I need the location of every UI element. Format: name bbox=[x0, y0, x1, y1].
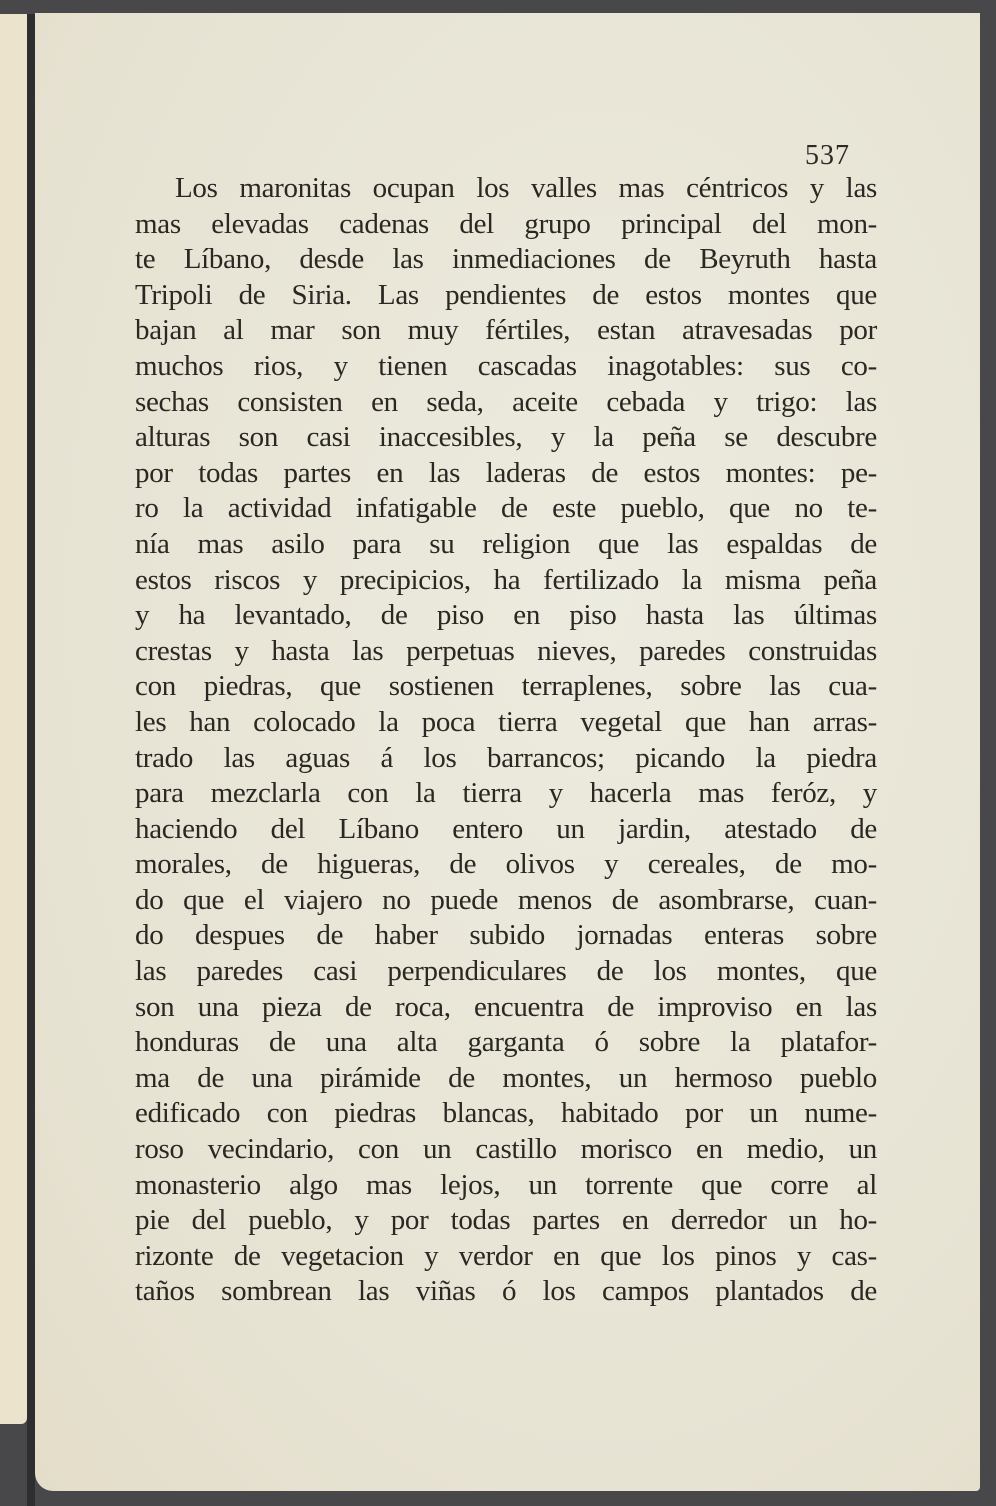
text-line: rizonte de vegetacion y verdor en que los pinos y cas- bbox=[135, 1239, 877, 1272]
text-line: trado las aguas á los barrancos; picando la piedra bbox=[135, 741, 877, 774]
text-line: mas elevadas cadenas del grupo principal del mon- bbox=[135, 207, 877, 240]
book-binding bbox=[27, 14, 35, 1506]
text-line: sechas consisten en seda, aceite cebada y trigo: las bbox=[135, 385, 877, 418]
text-line: con piedras, que sostienen terraplenes, sobre las cua- bbox=[135, 670, 877, 703]
text-line: do despues de haber subido jornadas enteras sobre bbox=[135, 919, 877, 952]
text-line: estos riscos y precipicios, ha fertilizado la misma peña bbox=[135, 563, 877, 596]
text-line: honduras de una alta garganta ó sobre la platafor- bbox=[135, 1026, 877, 1059]
text-line: monasterio algo mas lejos, un torrente que corre al bbox=[135, 1168, 877, 1201]
text-line: las paredes casi perpendiculares de los montes, que bbox=[135, 955, 877, 988]
text-line: nía mas asilo para su religion que las espaldas de bbox=[135, 527, 877, 560]
text-line: y ha levantado, de piso en piso hasta las últimas bbox=[135, 599, 877, 632]
page-number: 537 bbox=[805, 140, 850, 171]
text-line: Tripoli de Siria. Las pendientes de estos montes que bbox=[135, 278, 877, 311]
text-line: para mezclarla con la tierra y hacerla mas feróz, y bbox=[135, 777, 877, 810]
text-line: haciendo del Líbano entero un jardin, atestado de bbox=[135, 812, 877, 845]
text-line: roso vecindario, con un castillo morisco en medio, un bbox=[135, 1133, 877, 1166]
text-line: taños sombrean las viñas ó los campos plantados de bbox=[135, 1275, 877, 1308]
text-line: Los maronitas ocupan los valles mas céntricos y las bbox=[175, 172, 877, 204]
text-line: son una pieza de roca, encuentra de improviso en las bbox=[135, 990, 877, 1023]
body-text bbox=[135, 171, 877, 1310]
text-line: edificado con piedras blancas, habitado por un nume- bbox=[135, 1097, 877, 1130]
text-line: ma de una pirámide de montes, un hermoso pueblo bbox=[135, 1061, 877, 1094]
previous-page-edge bbox=[0, 14, 27, 1424]
text-line: alturas son casi inaccesibles, y la peña se descubre bbox=[135, 421, 877, 454]
book-page bbox=[35, 13, 980, 1491]
text-line: te Líbano, desde las inmediaciones de Beyruth hasta bbox=[135, 243, 877, 276]
text-line: ro la actividad infatigable de este pueblo, que no te- bbox=[135, 492, 877, 525]
text-line: muchos rios, y tienen cascadas inagotables: sus co- bbox=[135, 349, 877, 382]
text-line: bajan al mar son muy fértiles, estan atravesadas por bbox=[135, 314, 877, 347]
text-line: crestas y hasta las perpetuas nieves, paredes construidas bbox=[135, 634, 877, 667]
text-line: morales, de higueras, de olivos y cereales, de mo- bbox=[135, 848, 877, 881]
text-line: por todas partes en las laderas de estos montes: pe- bbox=[135, 456, 877, 489]
text-line: do que el viajero no puede menos de asombrarse, cuan- bbox=[135, 883, 877, 916]
text-line: pie del pueblo, y por todas partes en derredor un ho- bbox=[135, 1204, 877, 1237]
text-line: les han colocado la poca tierra vegetal que han arras- bbox=[135, 705, 877, 738]
